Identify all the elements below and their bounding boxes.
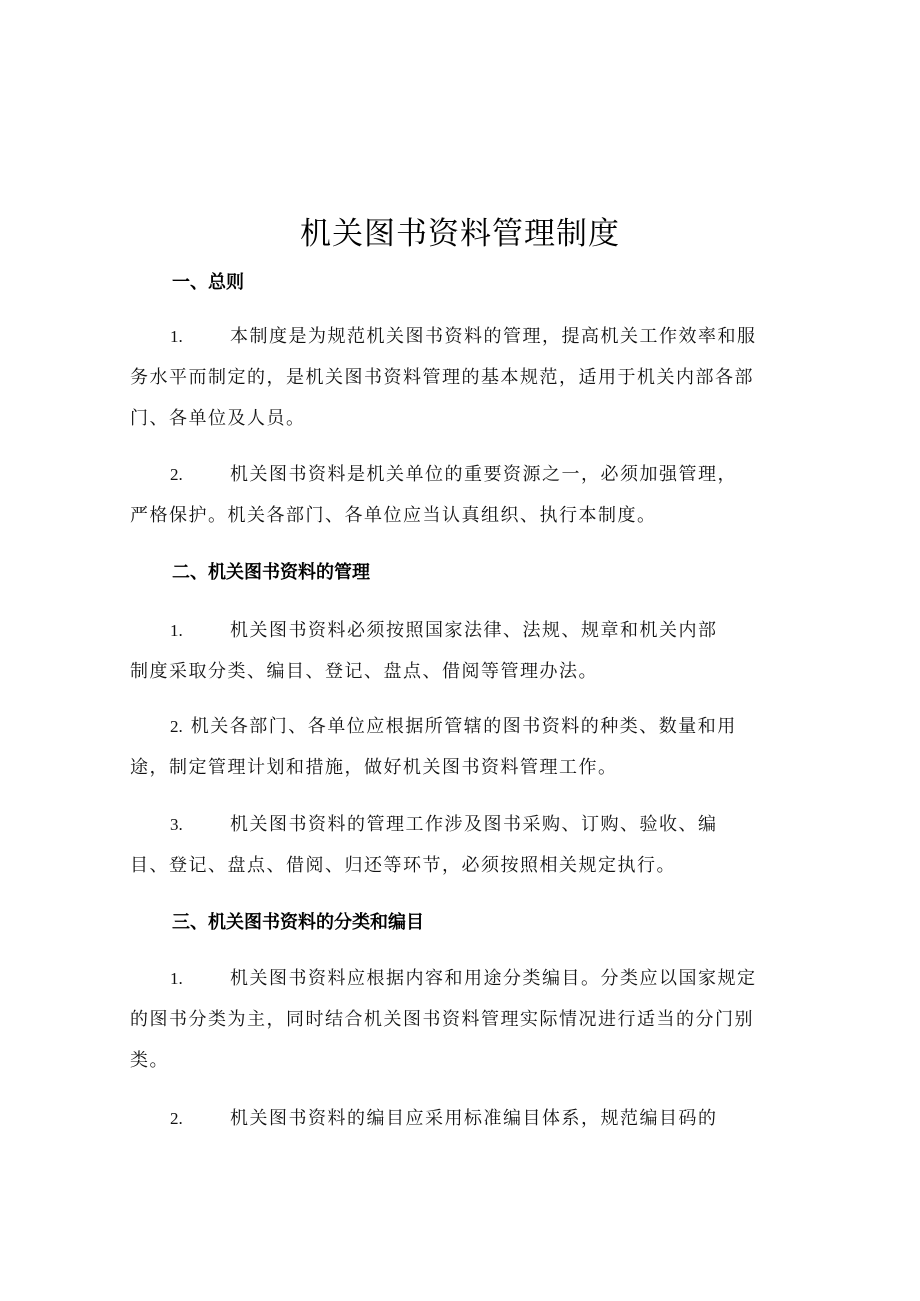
paragraph-line bbox=[130, 958, 780, 999]
paragraph-1-1 bbox=[130, 316, 780, 439]
paragraph-line: 严格保护。机关各部门、各单位应当认真组织、执行本制度。 bbox=[130, 505, 657, 526]
paragraph-1-2 bbox=[130, 454, 780, 536]
line-text: 机关图书资料必须按照国家法律、法规、规章和机关内部 bbox=[230, 620, 718, 641]
paragraph-2-1 bbox=[130, 610, 780, 692]
paragraph-line bbox=[130, 1098, 780, 1139]
item-number: 1. bbox=[170, 621, 183, 640]
paragraph-line bbox=[130, 706, 780, 747]
paragraph-line: 目、登记、盘点、借阅、归还等环节，必须按照相关规定执行。 bbox=[130, 855, 676, 876]
line-text: 本制度是为规范机关图书资料的管理，提高机关工作效率和服 bbox=[230, 326, 757, 347]
item-number: 1. bbox=[170, 327, 183, 346]
section-heading-general: 一、总则 bbox=[172, 272, 244, 293]
paragraph-line bbox=[130, 316, 780, 357]
line-text: 机关图书资料应根据内容和用途分类编目。分类应以国家规定 bbox=[230, 968, 757, 989]
item-number: 3. bbox=[170, 815, 183, 834]
paragraph-2-2 bbox=[130, 706, 780, 788]
line-text: 机关各部门、各单位应根据所管辖的图书资料的种类、数量和用 bbox=[190, 716, 737, 737]
paragraph-3-1 bbox=[130, 958, 780, 1081]
paragraph-line bbox=[130, 454, 780, 495]
paragraph-line: 制度采取分类、编目、登记、盘点、借阅等管理办法。 bbox=[130, 661, 598, 682]
page-title: 机关图书资料管理制度 bbox=[300, 216, 620, 252]
paragraph-line: 门、各单位及人员。 bbox=[130, 408, 306, 429]
line-text: 机关图书资料是机关单位的重要资源之一，必须加强管理， bbox=[230, 464, 737, 485]
paragraph-line: 务水平而制定的，是机关图书资料管理的基本规范，适用于机关内部各部 bbox=[130, 367, 754, 388]
section-heading-management: 二、机关图书资料的管理 bbox=[172, 562, 370, 583]
paragraph-line: 类。 bbox=[130, 1050, 169, 1071]
paragraph-line bbox=[130, 610, 780, 651]
paragraph-line bbox=[130, 804, 780, 845]
paragraph-line: 途，制定管理计划和措施，做好机关图书资料管理工作。 bbox=[130, 757, 618, 778]
item-number: 2. bbox=[170, 465, 183, 484]
item-number: 2. bbox=[170, 717, 183, 736]
paragraph-3-2 bbox=[130, 1098, 780, 1139]
paragraph-line: 的图书分类为主，同时结合机关图书资料管理实际情况进行适当的分门别 bbox=[130, 1009, 754, 1030]
line-text: 机关图书资料的管理工作涉及图书采购、订购、验收、编 bbox=[230, 814, 718, 835]
paragraph-2-3 bbox=[130, 804, 780, 886]
item-number: 2. bbox=[170, 1109, 183, 1128]
item-number: 1. bbox=[170, 969, 183, 988]
section-heading-classification: 三、机关图书资料的分类和编目 bbox=[172, 912, 424, 933]
line-text: 机关图书资料的编目应采用标准编目体系，规范编目码的 bbox=[230, 1108, 718, 1129]
